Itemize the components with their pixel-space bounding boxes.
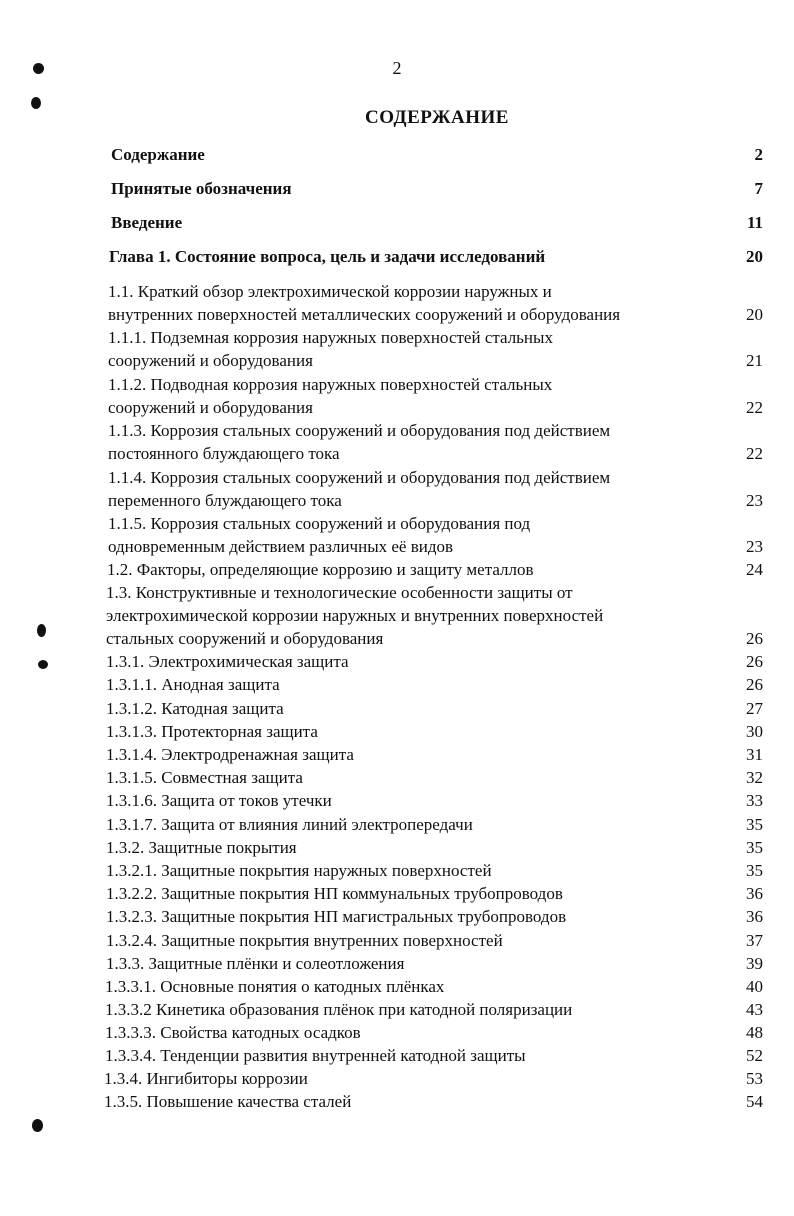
- toc-entry: [108, 419, 763, 465]
- toc-entry-label: Принятые обозначения: [111, 179, 292, 198]
- toc-entry-page: 32: [746, 768, 763, 787]
- toc-entry: [106, 673, 763, 696]
- toc-entry-line: 1.1. Краткий обзор электрохимической коррозии наружных и: [108, 282, 552, 301]
- toc-entry-page: 20: [746, 247, 763, 266]
- toc-entry-line: 1.3.2.1. Защитные покрытия наружных поверхностей: [106, 861, 492, 880]
- scan-mark: [31, 97, 41, 109]
- toc-entry-line: сооружений и оборудования: [108, 398, 313, 417]
- toc-entry: [104, 1090, 763, 1113]
- toc-entry: [106, 882, 763, 905]
- toc-entry-line: переменного блуждающего тока: [108, 491, 342, 510]
- toc-entry-page: 22: [746, 398, 763, 417]
- toc-entry-page: 54: [746, 1092, 763, 1111]
- toc-entry-page: 7: [754, 179, 763, 198]
- toc-entry-page: 36: [746, 884, 763, 903]
- toc-entry: [104, 1067, 763, 1090]
- toc-entry-line: 1.1.1. Подземная коррозия наружных поверхностей стальных: [108, 328, 553, 347]
- toc-entry-line: 1.3.1. Электрохимическая защита: [106, 652, 349, 671]
- toc-entry-page: 39: [746, 954, 763, 973]
- toc-entry-line: 1.3.1.2. Катодная защита: [106, 699, 284, 718]
- toc-entry-line: сооружений и оборудования: [108, 351, 313, 370]
- toc-entry: [108, 512, 763, 558]
- toc-entry-line: 1.3. Конструктивные и технологические особенности защиты от: [106, 583, 573, 602]
- toc-entry-line: 1.3.5. Повышение качества сталей: [104, 1092, 352, 1111]
- toc-entry: [105, 975, 763, 998]
- toc-entry-page: 33: [746, 791, 763, 810]
- toc-entry-page: 26: [746, 629, 763, 648]
- toc-entry-label: Содержание: [111, 145, 205, 164]
- toc-entry-line: 1.3.3.2 Кинетика образования плёнок при катодной поляризации: [105, 1000, 573, 1019]
- toc-entry: [106, 720, 763, 743]
- toc-entry-page: 48: [746, 1023, 763, 1042]
- toc-entry-page: 23: [746, 491, 763, 510]
- toc-entry: [108, 373, 763, 419]
- toc-main-entry: [111, 177, 763, 200]
- toc-entry-line: 1.2. Факторы, определяющие коррозию и защиту металлов: [107, 560, 534, 579]
- toc-main-entry: [111, 143, 763, 166]
- toc-entry-page: 26: [746, 652, 763, 671]
- toc-entry-page: 35: [746, 861, 763, 880]
- toc-entry-page: 37: [746, 931, 763, 950]
- toc-entry-page: 31: [746, 745, 763, 764]
- toc-entry: [106, 766, 763, 789]
- toc-entry-page: 2: [754, 145, 763, 164]
- toc-entry-line: 1.3.2.3. Защитные покрытия НП магистральных трубопроводов: [106, 907, 567, 926]
- toc-entry: [106, 836, 763, 859]
- toc-entry-page: 22: [746, 444, 763, 463]
- toc-entry: [106, 581, 763, 650]
- scan-mark: [37, 624, 46, 637]
- toc-entry-page: 11: [746, 213, 763, 232]
- toc-entry-line: 1.3.3.3. Свойства катодных осадков: [105, 1023, 361, 1042]
- toc-entry-line: 1.3.1.1. Анодная защита: [106, 675, 280, 694]
- toc-entry-label: Глава 1. Состояние вопроса, цель и задачи исследований: [109, 247, 546, 266]
- toc-entry: [106, 813, 763, 836]
- toc-entry: [105, 998, 763, 1021]
- toc-entry-line: 1.3.4. Ингибиторы коррозии: [104, 1069, 308, 1088]
- toc-entry-page: 52: [746, 1046, 763, 1065]
- toc-entry: [106, 650, 763, 673]
- toc-title: СОДЕРЖАНИЕ: [365, 107, 509, 128]
- toc-entry-line: электрохимической коррозии наружных и внутренних поверхностей: [106, 606, 604, 625]
- toc-entry: [106, 859, 763, 882]
- toc-entry-page: 20: [746, 305, 763, 324]
- toc-entry: [106, 743, 763, 766]
- toc-entry: [106, 697, 763, 720]
- toc-entry: [108, 326, 763, 372]
- toc-entry-line: стальных сооружений и оборудования: [106, 629, 384, 648]
- toc-entry-page: 26: [746, 675, 763, 694]
- toc-main-entry: [111, 211, 763, 234]
- toc-entry-label: Введение: [111, 213, 183, 232]
- toc-entry-line: 1.3.2.2. Защитные покрытия НП коммунальных трубопроводов: [106, 884, 563, 903]
- toc-entry-line: 1.1.2. Подводная коррозия наружных поверхностей стальных: [108, 375, 553, 394]
- toc-entry: [106, 789, 763, 812]
- toc-entry-page: 24: [746, 560, 763, 579]
- toc-entry-page: 21: [746, 351, 763, 370]
- toc-entry-line: 1.1.5. Коррозия стальных сооружений и оборудования под: [108, 514, 531, 533]
- toc-entry-page: 35: [746, 815, 763, 834]
- toc-entry-line: 1.3.3. Защитные плёнки и солеотложения: [106, 954, 405, 973]
- toc-entry-page: 27: [746, 699, 763, 718]
- toc-entry: [106, 929, 763, 952]
- toc-entry-line: 1.3.1.5. Совместная защита: [106, 768, 303, 787]
- scan-mark: [32, 1119, 43, 1132]
- toc-entry-line: 1.3.3.1. Основные понятия о катодных плёнках: [105, 977, 445, 996]
- toc-entry-line: одновременным действием различных её видов: [108, 537, 454, 556]
- toc-entry-page: 40: [746, 977, 763, 996]
- toc-entry-page: 35: [746, 838, 763, 857]
- toc-entry-line: 1.3.1.7. Защита от влияния линий электропередачи: [106, 815, 473, 834]
- toc-entry-line: 1.3.2.4. Защитные покрытия внутренних поверхностей: [106, 931, 503, 950]
- scan-mark: [38, 660, 48, 669]
- toc-entry-page: 36: [746, 907, 763, 926]
- toc-entry-page: 43: [746, 1000, 763, 1019]
- toc-entry-line: 1.1.4. Коррозия стальных сооружений и оборудования под действием: [108, 468, 611, 487]
- toc-entry-line: 1.3.1.3. Протекторная защита: [106, 722, 318, 741]
- toc-main-entry: [109, 245, 763, 268]
- scan-mark: [33, 63, 44, 74]
- toc-entry: [105, 1044, 763, 1067]
- toc-entry-line: 1.1.3. Коррозия стальных сооружений и оборудования под действием: [108, 421, 611, 440]
- toc-entry: [106, 905, 763, 928]
- toc-entry: [107, 558, 763, 581]
- toc-entry-page: 30: [746, 722, 763, 741]
- toc-entry-page: 23: [746, 537, 763, 556]
- toc-entry-line: внутренних поверхностей металлических сооружений и оборудования: [108, 305, 621, 324]
- toc-entry: [108, 466, 763, 512]
- toc-entry-line: 1.3.1.6. Защита от токов утечки: [106, 791, 332, 810]
- toc-entry-line: постоянного блуждающего тока: [108, 444, 340, 463]
- page-number: 2: [392, 58, 402, 78]
- toc-entry-line: 1.3.2. Защитные покрытия: [106, 838, 297, 857]
- toc-entry-page: 53: [746, 1069, 763, 1088]
- toc-entry: [108, 280, 763, 326]
- toc-entry-line: 1.3.3.4. Тенденции развития внутренней катодной защиты: [105, 1046, 526, 1065]
- toc-entry: [105, 1021, 763, 1044]
- toc-entry-line: 1.3.1.4. Электродренажная защита: [106, 745, 354, 764]
- toc-entry: [106, 952, 763, 975]
